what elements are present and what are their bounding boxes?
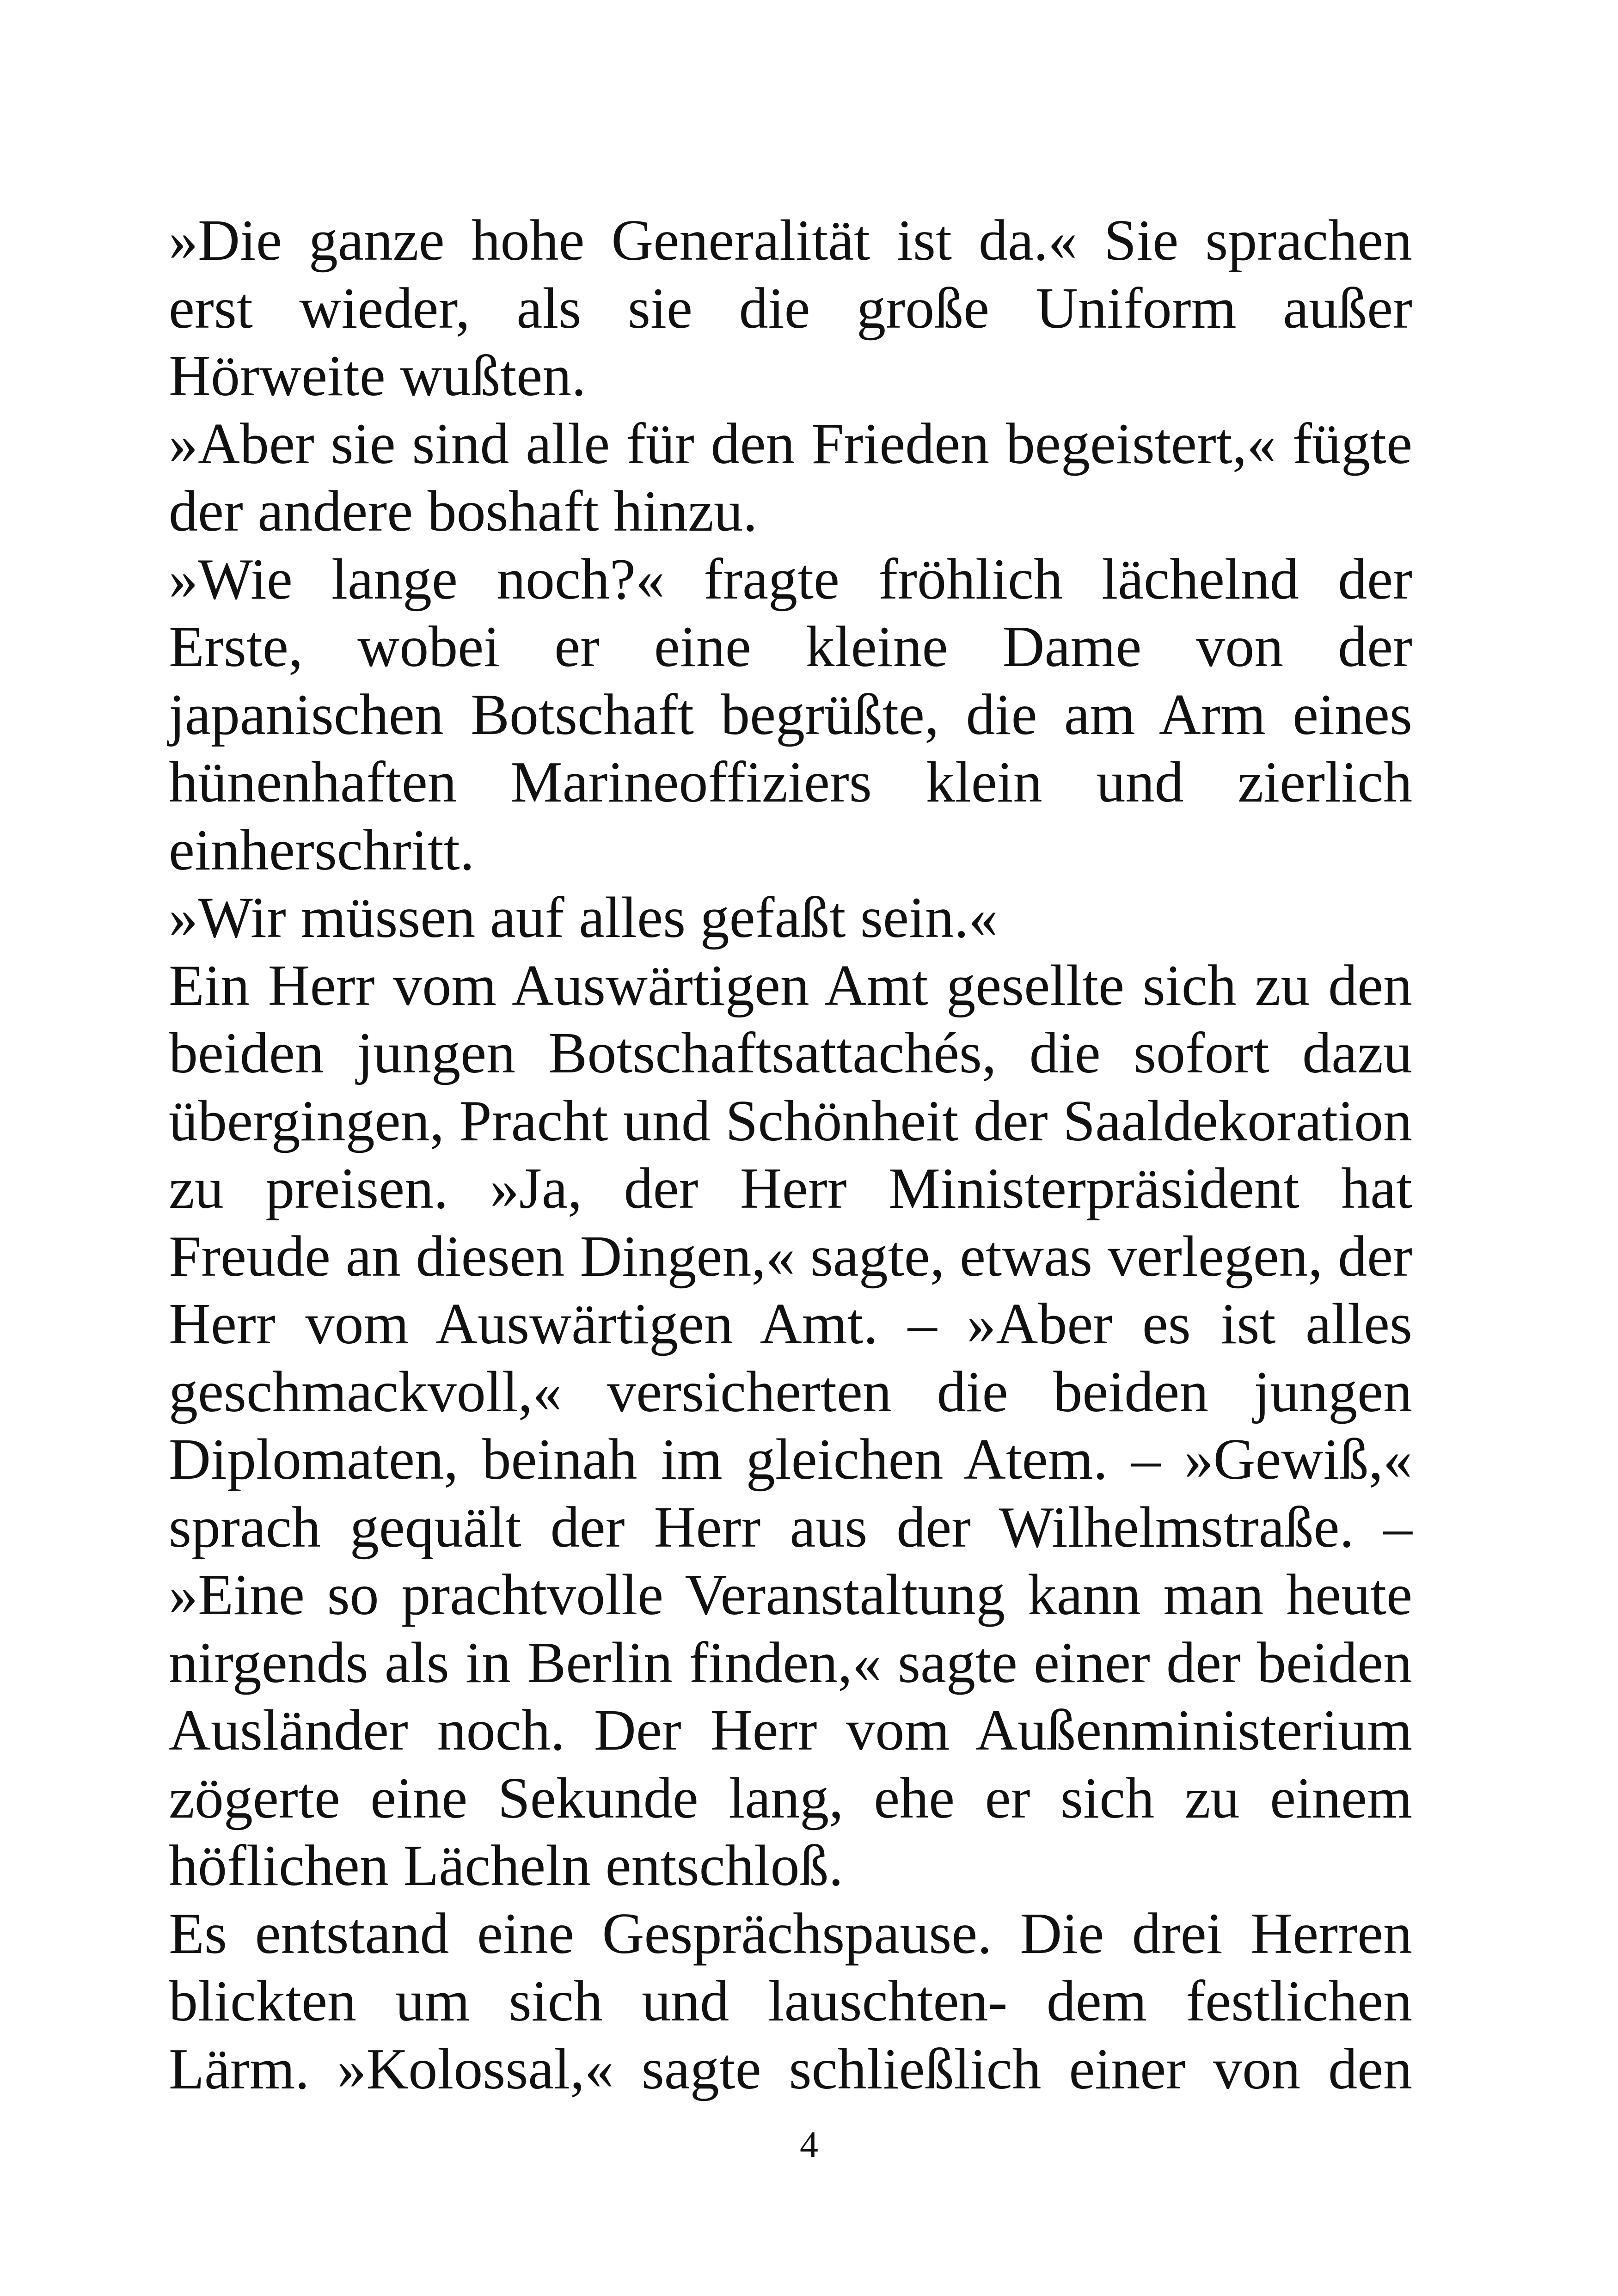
paragraph: »Die ganze hohe Generalität ist da.« Sie sprachen erst wieder, als sie die große Uniform außer Hörweite wußten. — [169, 208, 1412, 408]
paragraph: »Aber sie sind alle für den Frieden begeistert,« fügte der andere boshaft hinzu. — [169, 411, 1412, 544]
body-text — [169, 207, 1412, 2103]
paragraph: Ein Herr vom Auswärtigen Amt gesellte sich zu den beiden jungen Botschaftsattachés, die sofort dazu übergingen, Pracht und Schönheit der Saaldekoration zu preisen. »Ja, der Herr Ministerpräsident hat Freude an diesen Dingen,« sagte, etwas verlegen, der Herr vom Auswärtigen Amt. – »Aber es ist alles geschmackvoll,« versicherten die beiden jungen Diplomaten, beinah im gleichen Atem. – »Gewiß,« sprach gequält der Herr aus der Wilhelmstraße. – »Eine so prachtvolle Veranstaltung kann man heute nirgends als in Berlin finden,« sagte einer der beiden Ausländer noch. Der Herr vom Außenministerium zögerte eine Sekunde lang, ehe er sich zu einem höflichen Lächeln entschloß. — [169, 953, 1412, 1898]
paragraph: »Wir müssen auf alles gefaßt sein.« — [169, 886, 998, 950]
paragraph: Es entstand eine Gesprächspause. Die drei Herren blickten um sich und lauschten- dem festlichen Lärm. »Kolossal,« sagte schließlich einer von den — [169, 1901, 1412, 2101]
page-number: 4 — [800, 2125, 818, 2165]
paragraph: »Wie lange noch?« fragte fröhlich lächelnd der Erste, wobei er eine kleine Dame von der japanischen Botschaft begrüßte, die am Arm eines hünenhaften Marineoffiziers klein und zierlich einherschritt. — [169, 547, 1412, 882]
